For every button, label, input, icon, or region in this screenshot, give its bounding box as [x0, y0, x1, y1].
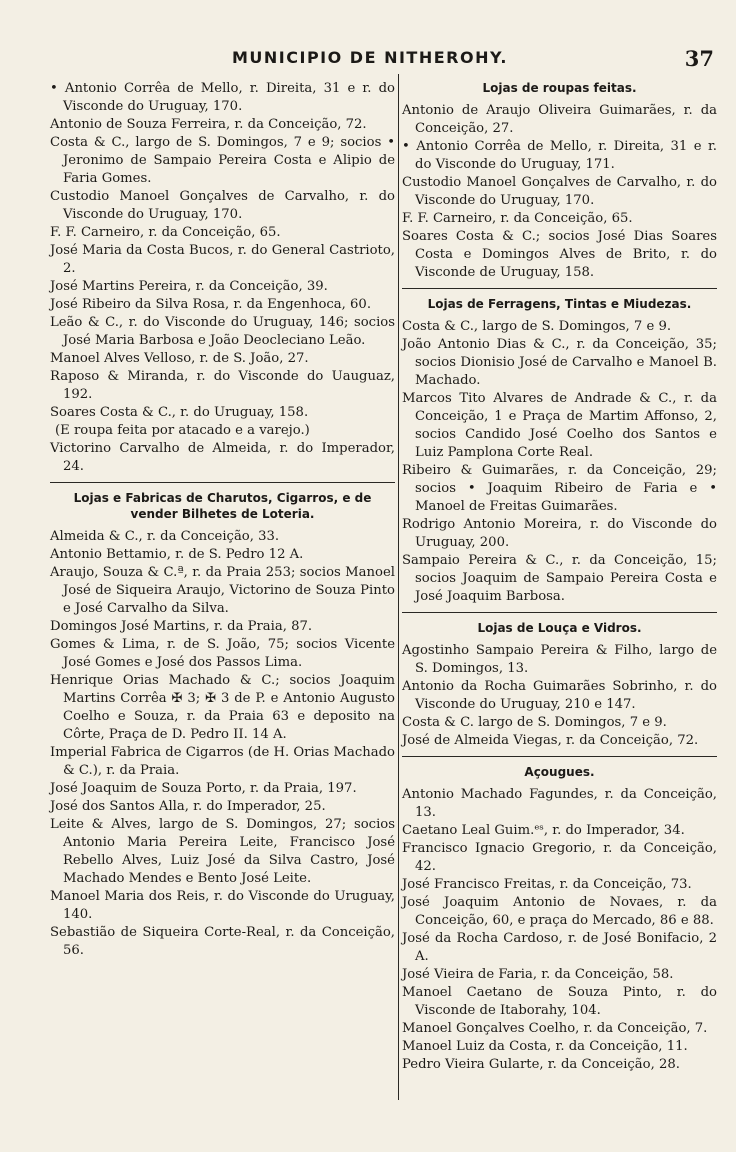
directory-entry: Costa & C. largo de S. Domingos, 7 e 9.: [402, 715, 667, 730]
directory-entry: Costa & C., largo de S. Domingos, 7 e 9.: [402, 319, 672, 334]
left-entries-top: [50, 80, 395, 422]
section-entries: [402, 102, 717, 282]
directory-entry: Agostinho Sampaio Pereira & Filho, largo de S. Domingos, 13.: [402, 643, 717, 676]
directory-entry: José Ribeiro da Silva Rosa, r. da Engenhoca, 60.: [50, 297, 372, 312]
directory-entry: Almeida & C., r. da Conceição, 33.: [50, 529, 280, 544]
directory-entry: José de Almeida Viegas, r. da Conceição, 72.: [402, 733, 699, 748]
directory-entry: Caetano Leal Guim.ᵉˢ, r. do Imperador, 34.: [402, 823, 685, 838]
directory-entry: • Antonio Corrêa de Mello, r. Direita, 31 e r. do Visconde do Uruguay, 170.: [50, 81, 395, 114]
page-header: [24, 48, 716, 74]
directory-entry: Araujo, Souza & C.ª, r. da Praia 253; socios Manoel José de Siqueira Araujo, Victorino de Souza Pinto e José Carvalho da Silva.: [50, 565, 395, 616]
directory-entry: José Francisco Freitas, r. da Conceição, 73.: [402, 877, 692, 892]
directory-entry: José da Rocha Cardoso, r. de José Bonifacio, 2 A.: [402, 931, 717, 964]
directory-entry: José Vieira de Faria, r. da Conceição, 58.: [402, 967, 674, 982]
directory-entry: Antonio da Rocha Guimarães Sobrinho, r. do Visconde do Uruguay, 210 e 147.: [402, 679, 717, 712]
directory-entry: Sampaio Pereira & C., r. da Conceição, 15; socios Joaquim de Sampaio Pereira Costa e José Joaquim Barbosa.: [402, 553, 717, 604]
directory-entry: Custodio Manoel Gonçalves de Carvalho, r. do Visconde do Uruguay, 170.: [50, 189, 395, 222]
directory-entry: F. F. Carneiro, r. da Conceição, 65.: [50, 225, 281, 240]
section-entries: [402, 318, 717, 606]
directory-entry: Henrique Orias Machado & C.; socios Joaquim Martins Corrêa ✠ 3; ✠ 3 de P. e Antonio Augusto Coelho e Souza, r. da Praia 63 e deposito na Côrte, Praça de D. Pedro II. 14 A.: [50, 673, 395, 742]
page-title: MUNICIPIO DE NITHEROHY.: [232, 48, 508, 67]
directory-entry: José dos Santos Alla, r. do Imperador, 25.: [50, 799, 326, 814]
directory-entry: F. F. Carneiro, r. da Conceição, 65.: [402, 211, 633, 226]
directory-entry: Soares Costa & C.; socios José Dias Soares Costa e Domingos Alves de Brito, r. do Visconde de Uruguay, 158.: [402, 229, 717, 280]
directory-entry: Antonio de Araujo Oliveira Guimarães, r. da Conceição, 27.: [402, 103, 717, 136]
directory-entry: Pedro Vieira Gularte, r. da Conceição, 28.: [402, 1057, 680, 1072]
directory-entry: Sebastião de Siqueira Corte-Real, r. da Conceição, 56.: [50, 925, 395, 958]
directory-entry: Costa & C., largo de S. Domingos, 7 e 9; socios • Jeronimo de Sampaio Pereira Costa e Alipio de Faria Gomes.: [50, 135, 395, 186]
directory-entry: Victorino Carvalho de Almeida, r. do Imperador, 24.: [50, 441, 395, 474]
column-divider: [398, 74, 399, 1100]
directory-entry: José Joaquim Antonio de Novaes, r. da Conceição, 60, e praça do Mercado, 86 e 88.: [402, 895, 717, 928]
section-title: Açougues.: [402, 756, 717, 780]
directory-entry: Manoel Maria dos Reis, r. do Visconde do Uruguay, 140.: [50, 889, 395, 922]
directory-entry: Marcos Tito Alvares de Andrade & C., r. da Conceição, 1 e Praça de Martim Affonso, 2, socios Candido José Coelho dos Santos e Luiz Pamplona Corte Real.: [402, 391, 717, 460]
directory-entry: Leite & Alves, largo de S. Domingos, 27; socios Antonio Maria Pereira Leite, Francisco José Rebello Alves, Luiz José da Silva Castro, José Machado Mendes e Bento José Leite.: [50, 817, 395, 886]
directory-entry: José Martins Pereira, r. da Conceição, 39.: [50, 279, 328, 294]
section-title: Lojas de Ferragens, Tintas e Miudezas.: [402, 288, 717, 312]
directory-entry: Gomes & Lima, r. de S. João, 75; socios Vicente José Gomes e José dos Passos Lima.: [50, 637, 395, 670]
directory-entry: • Antonio Corrêa de Mello, r. Direita, 31 e r. do Visconde do Uruguay, 171.: [402, 139, 717, 172]
directory-entry: Antonio Machado Fagundes, r. da Conceição, 13.: [402, 787, 717, 820]
left-entries-after-note: [50, 440, 395, 476]
directory-entry: Ribeiro & Guimarães, r. da Conceição, 29; socios • Joaquim Ribeiro de Faria e • Manoel de Freitas Guimarães.: [402, 463, 717, 514]
directory-entry: Antonio de Souza Ferreira, r. da Conceição, 72.: [50, 117, 367, 132]
directory-entry: Manoel Caetano de Souza Pinto, r. do Visconde de Itaborahy, 104.: [402, 985, 717, 1018]
left-section-entries: [50, 528, 395, 960]
directory-entry: João Antonio Dias & C., r. da Conceição, 35; socios Dionisio José de Carvalho e Manoel B. Machado.: [402, 337, 717, 388]
directory-entry: Manoel Gonçalves Coelho, r. da Conceição, 7.: [402, 1021, 708, 1036]
section-title: Lojas de roupas feitas.: [482, 81, 637, 95]
directory-entry: Imperial Fabrica de Cigarros (de H. Orias Machado & C.), r. da Praia.: [50, 745, 395, 778]
section-entries: [402, 642, 717, 750]
directory-entry: Rodrigo Antonio Moreira, r. do Visconde do Uruguay, 200.: [402, 517, 717, 550]
directory-entry: Raposo & Miranda, r. do Visconde do Uauguaz, 192.: [50, 369, 395, 402]
left-column: [50, 80, 395, 960]
directory-entry: José Joaquim de Souza Porto, r. da Praia, 197.: [50, 781, 357, 796]
section-entries: [402, 786, 717, 1074]
note: (E roupa feita por atacado e a varejo.): [55, 423, 310, 438]
directory-entry: Custodio Manoel Gonçalves de Carvalho, r. do Visconde do Uruguay, 170.: [402, 175, 717, 208]
page-number: 37: [684, 46, 714, 71]
directory-entry: Manoel Luiz da Costa, r. da Conceição, 11.: [402, 1039, 688, 1054]
right-column: [402, 80, 717, 1074]
directory-entry: Leão & C., r. do Visconde do Uruguay, 146; socios José Maria Barbosa e João Deocleciano Leão.: [50, 315, 395, 348]
directory-entry: Domingos José Martins, r. da Praia, 87.: [50, 619, 313, 634]
directory-entry: José Maria da Costa Bucos, r. do General Castrioto, 2.: [50, 243, 395, 276]
section-title: Lojas de Louça e Vidros.: [402, 612, 717, 636]
section-title-charutos: Lojas e Fabricas de Charutos, Cigarros, e de vender Bilhetes de Loteria.: [50, 482, 395, 522]
directory-entry: Antonio Bettamio, r. de S. Pedro 12 A.: [50, 547, 304, 562]
directory-entry: Manoel Alves Velloso, r. de S. João, 27.: [50, 351, 309, 366]
directory-entry: Francisco Ignacio Gregorio, r. da Conceição, 42.: [402, 841, 717, 874]
directory-entry: Soares Costa & C., r. do Uruguay, 158.: [50, 405, 309, 420]
